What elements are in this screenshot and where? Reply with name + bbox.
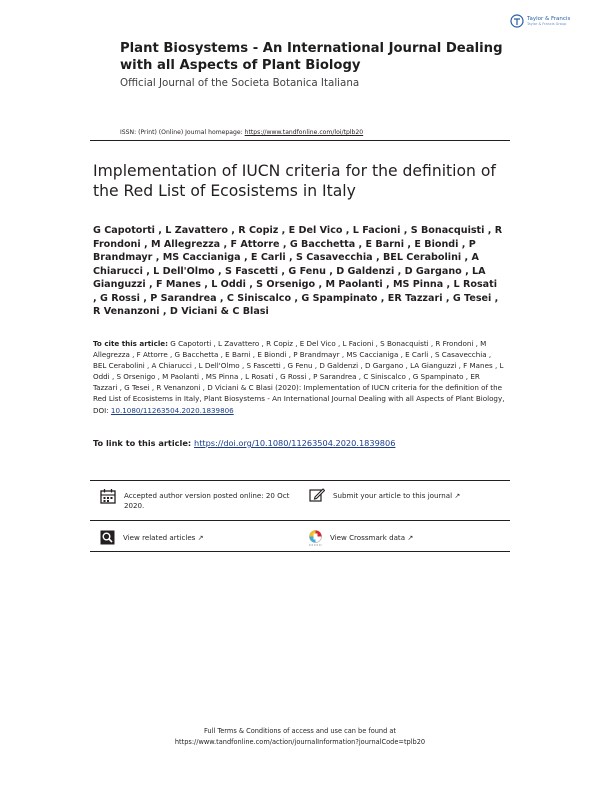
edit-icon xyxy=(309,488,325,502)
article-authors: G Capotorti , L Zavattero , R Copiz , E Del Vico , L Facioni , S Bonacquisti , R Frondoni , M Allegrezza , F Attorre , G Bacchetta , E Barni , E Biondi , P Brandmayr , MS Caccianiga , E Carli , S Casavecchia , BEL Cerabolini , A Chiarucci , L Dell'Olmo , S Fascetti , G Fenu , D Galdenzi , D Gargano , LA Gianguzzi , F Manes , L Oddi , S Orsenigo , M Paolanti , MS Pinna , L Rosati , G Rossi , P Sarandrea , C Siniscalco , G Spampinato , ER Tazzari , G Tesei , R Venanzoni , D Viciani & C Blasi xyxy=(93,225,503,317)
article-link-line xyxy=(93,438,395,448)
citation-text: G Capotorti , L Zavattero , R Copiz , E Del Vico , L Facioni , S Bonacquisti , R Frondoni , M Allegrezza , F Attorre , G Bacchetta , E Barni , E Biondi , P Brandmayr , MS Caccianiga , E Carli , S Casavecchia , BEL Cerabolini , A Chiarucci , L Dell'Olmo , S Fascetti , G Fenu , D Galdenzi , D Gargano , LA Gianguzzi , F Manes , L Oddi , S Orsenigo , M Paolanti , MS Pinna , L Rosati , G Rossi , P Sarandrea , C Siniscalco , G Spampinato , ER Tazzari , G Tesei , R Venanzoni , D Viciani & C Blasi (2020): Implementation of IUCN criteria for the definition of the Red List of Ecosistems in Italy, Plant Biosystems - An International Journal Dealing with all Aspects of Plant Biology, DOI: xyxy=(93,339,505,415)
crossmark-data[interactable] xyxy=(309,530,509,548)
publisher-group: Taylor & Francis Group xyxy=(527,22,567,26)
crossmark-text[interactable]: View Crossmark data xyxy=(330,533,406,542)
accepted-info xyxy=(100,488,290,511)
submit-text[interactable]: Submit your article to this journal xyxy=(333,491,453,500)
header-divider xyxy=(90,140,510,141)
publisher-name: Taylor & Francis xyxy=(527,16,571,22)
journal-subtitle: Official Journal of the Societa Botanica Italiana xyxy=(120,77,360,89)
calendar-icon xyxy=(100,488,116,504)
citation-doi-link[interactable]: 10.1080/11263504.2020.1839806 xyxy=(110,405,234,415)
issn-line xyxy=(120,129,363,136)
search-document-icon xyxy=(100,530,115,545)
article-title: Implementation of IUCN criteria for the definition of the Red List of Ecosistems in Italy xyxy=(93,162,496,200)
related-articles[interactable] xyxy=(100,530,290,545)
issn-label: ISSN: (Print) (Online) Journal homepage: xyxy=(120,129,245,136)
related-text[interactable]: View related articles xyxy=(123,533,196,542)
footer-terms: Full Terms & Conditions of access and use can be found at xyxy=(203,727,397,735)
footer-terms-link[interactable]: https://www.tandfonline.com/action/journalInformation?journalCode=tplb20 xyxy=(174,738,426,746)
citation-block xyxy=(93,338,505,416)
journal-homepage-link[interactable]: https://www.tandfonline.com/loi/tplb20 xyxy=(244,129,364,136)
journal-title: Plant Biosystems - An International Journal Dealing with all Aspects of Plant Biology xyxy=(120,41,503,73)
external-link-icon: ↗ xyxy=(454,491,461,500)
external-link-icon: ↗ xyxy=(197,533,204,542)
article-doi-link[interactable]: https://doi.org/10.1080/11263504.2020.1839806 xyxy=(194,438,396,448)
accepted-text: Accepted author version posted online: 20 Oct 2020. xyxy=(124,491,290,510)
taylor-francis-logo-icon xyxy=(510,14,524,28)
citation-label: To cite this article: xyxy=(93,339,168,348)
info-bottom-divider xyxy=(90,551,510,552)
link-label: To link to this article: xyxy=(93,438,194,448)
submit-article[interactable] xyxy=(309,488,509,502)
external-link-icon: ↗ xyxy=(407,533,414,542)
info-middle-divider xyxy=(90,520,510,521)
crossmark-icon xyxy=(309,530,322,548)
publisher-logo xyxy=(510,14,570,28)
info-top-divider xyxy=(90,480,510,481)
